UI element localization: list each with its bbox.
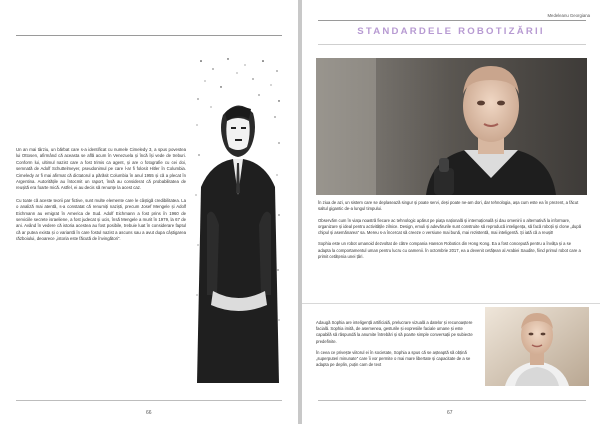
bottom-rule (16, 400, 282, 401)
bottom-rule (318, 400, 586, 401)
top-rule (318, 20, 586, 21)
left-body-text (16, 147, 186, 249)
left-page (0, 0, 298, 424)
page-number-left: 66 (146, 410, 152, 416)
right-body-text (318, 200, 582, 265)
left-paragraph-2: Cu toate că aceste teorii par fictive, sunt multe elemente care le câștigă credibilitatea. La o analiză mai atentă, s-a constatat că renumiți naziști, precum Josef Mengele și Adolf Eichmann au emigrat în America de Sud. Adolf Eichmann a fost prins în 1960 de serviciile secrete israeliene, a fost judecat și ucis, însă Mengele a murit în 1979, la 67 de ani. Având în vedere că istoria acestea au fost posibile, trebuie luat în considerare faptul că ar putea exista și o variantă în care fostul nazist a ascuns sau a avut dupa câștigarea războiului, deoarece „istoria este făcută de învingători”. (16, 197, 186, 242)
right-paragraph-2: Observăm cum în viața noastră fiecare ac tehnologic apărut pe piața națională și internațională și dau omenirii o alternativă la informare, organizare și ideal pentru activitățile zilnice. Design, emuli și adevărurile sunt construite să reproducă inteligența, să facă roboții și clone „după chipul și asemănarea” sa. Mereu s-a încercat să creeze o versiune mai bună, mai rezistentă, mai inteligentă. Și iată că a reușit! (318, 217, 582, 236)
right-paragraph-1: În ziua de azi, un sistem care se deplasează singur și poate servi, deși poate ne-am dori, dar tehnologia, așa cum este ea în prezent, a făcut saltul gigantic de-a lungul timpului. (318, 200, 579, 212)
box-paragraph-2: În ceea ce privește viitorul ei în societate, Sophia a spus că se așteaptă să obțină „superputeri minunate” care îi vor permite o mai mare libertate și capacitate de a se adapta pe deplin, puțin cam de text (316, 349, 471, 368)
box-paragraph-1: Adaugă Sophia are inteligență artificială, prelucrare vizuală a datelor și recunoaștere facială. Sophia imită, de asemenea, gesturile și expresiile faciale umane și este capabilă să răspundă la anumite întrebări și să poarte simple conversații pe subiecte predefinite. (316, 320, 473, 344)
sophia-portrait-photo (485, 307, 589, 386)
right-page (302, 0, 600, 424)
author-name: Medeleanu Georgiana (547, 13, 590, 18)
sophia-robot-photo (316, 58, 587, 195)
page-number-right: 67 (447, 410, 453, 416)
sidebar-box (302, 303, 600, 407)
article-title: STANDARDELE ROBOTIZĂRII (357, 26, 545, 37)
left-paragraph-1: Un an mai târziu, un bărbat care s-a identificat cu numele Cimeledy 3, a spus povestea lui Ottosen, afirmând că aceasta se află acum în Venezuela și încă își vede de treburi. Conform lui, ultimul nazist care a fost trimis ca agent, și are o fotografie cu cei doi, semnată de Adolf Schuttelmeyer, pseudonimul pe care l-ar fi folosit Hitler în Columbia. Cimeledy ar fi mai afirmat că dictatorul a părăsit Columbia în anul 1955 și că a plecat în Argentina. Autoritățile au întocmit un raport, însă au considerat că probabilitatea de reușită era foarte mică. Astfel, ei au decis să renunțe la acest caz. (16, 147, 186, 191)
top-rule (16, 35, 282, 36)
title-rule (318, 44, 586, 45)
right-paragraph-3: Sophia este un robot umanoid dezvoltat de către compania Hanson Robotics din Hong Kong. Ea a fost concepută pentru a învăța și a se adapta la comportamentul uman pentru lucru cu oamenii. În octombrie 2017, ea a devenit cetățean al Arabiei Saudite, fiind primul robot care a primit cetățenia unei țări. (318, 241, 581, 260)
historical-portrait-photo (193, 55, 283, 383)
box-text (316, 320, 476, 373)
